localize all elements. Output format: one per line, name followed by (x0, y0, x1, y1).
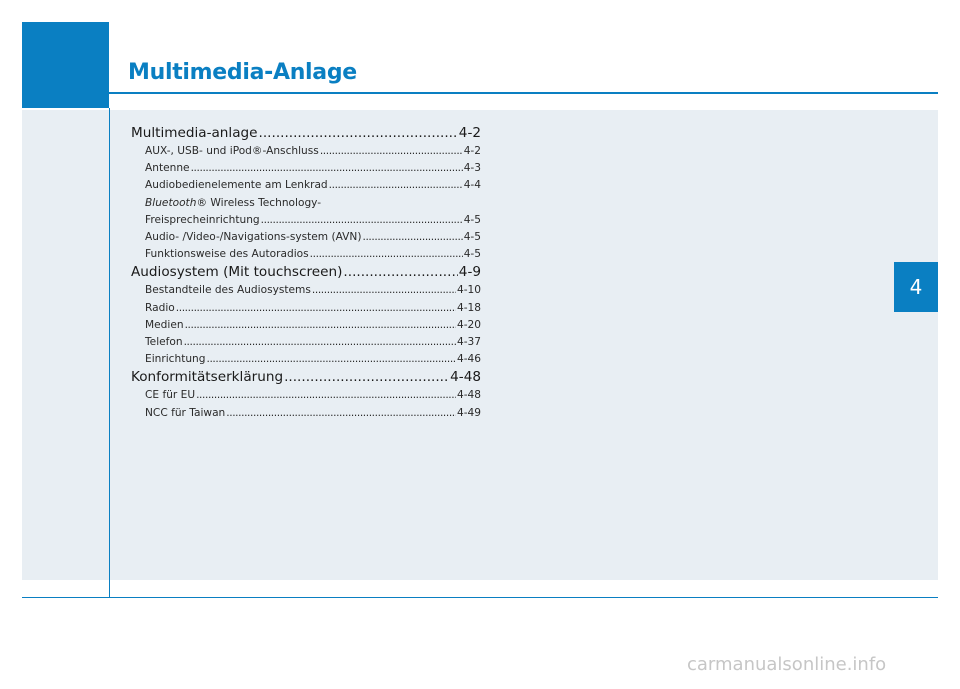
toc-leader (312, 282, 456, 299)
toc-item[interactable] (145, 177, 481, 194)
toc-item-label: Audio- /Video-/Navigations-system (AVN) (145, 231, 362, 244)
toc-item-label: ® Wireless Technology- (196, 196, 322, 209)
chapter-tab[interactable]: 4 (894, 262, 938, 312)
toc-item-label: Audiobedienelemente am Lenkrad (145, 179, 328, 192)
toc-item-bluetooth-line2[interactable] (145, 212, 481, 229)
toc-leader (184, 334, 456, 351)
toc-page-number: 4-37 (456, 336, 481, 349)
toc-item[interactable] (145, 246, 481, 263)
toc-section-label: Audiosystem (Mit touchscreen) (131, 264, 343, 281)
toc-item[interactable] (145, 351, 481, 368)
toc-leader (191, 160, 463, 177)
toc-item[interactable] (145, 229, 481, 246)
toc-page-number: 4-4 (463, 179, 481, 192)
toc-item[interactable] (145, 282, 481, 299)
toc-item-label: Freisprecheinrichtung (145, 213, 260, 226)
toc-page-number: 4-49 (456, 406, 481, 419)
toc-item-label: Einrichtung (145, 353, 206, 366)
toc-leader (343, 263, 457, 282)
toc-section-multimedia[interactable] (131, 124, 481, 143)
toc-item-label: CE für EU (145, 389, 196, 402)
toc-item-label: AUX-, USB- und iPod®-Anschluss (145, 145, 319, 157)
toc-page-number: 4-18 (456, 301, 481, 314)
toc-item[interactable] (145, 405, 481, 422)
toc-item[interactable] (145, 143, 481, 160)
vertical-rule (109, 108, 110, 597)
toc-item-label: Bestandteile des Audiosystems (145, 284, 311, 297)
toc-item[interactable] (145, 317, 481, 334)
page-title: Multimedia-Anlage (128, 60, 357, 85)
bottom-rule (22, 597, 938, 598)
toc-item[interactable] (145, 334, 481, 351)
toc-page-number: 4-5 (463, 231, 481, 244)
toc-item-label: Medien (145, 318, 184, 331)
toc-section-audiosystem[interactable] (131, 263, 481, 282)
toc-section-label: Multimedia-anlage (131, 125, 258, 141)
header-color-block (22, 22, 109, 108)
toc-item-label: Telefon (145, 336, 183, 349)
toc-leader (259, 124, 458, 143)
toc-leader (196, 387, 456, 404)
toc-item-label: Antenne (145, 162, 190, 175)
toc-leader (185, 317, 456, 334)
toc-page-number: 4-2 (463, 145, 481, 157)
toc-page-number: 4-3 (463, 162, 481, 175)
toc-item-bluetooth-line1[interactable] (145, 195, 481, 212)
toc-leader (226, 405, 456, 422)
toc-section-label: Konformitätserklärung (131, 369, 284, 386)
toc-page-number: 4-2 (458, 125, 481, 141)
toc-page-number: 4-48 (450, 369, 481, 386)
toc-page-number: 4-10 (456, 284, 481, 297)
toc-leader (310, 246, 463, 263)
toc-leader (320, 143, 463, 160)
toc-item-label: NCC für Taiwan (145, 406, 226, 419)
watermark-text: carmanualsonline.info (687, 654, 887, 675)
toc-leader (261, 212, 463, 229)
toc-page-number: 4-48 (456, 389, 481, 402)
toc-leader (176, 300, 456, 317)
toc-item-label: Radio (145, 301, 175, 314)
toc-section-konformitaet[interactable] (131, 368, 481, 387)
toc-page-number: 4-46 (456, 353, 481, 366)
toc-item-italic: Bluetooth (145, 196, 197, 209)
table-of-contents (131, 124, 481, 422)
toc-leader (329, 177, 463, 194)
toc-page-number: 4-9 (458, 264, 481, 281)
toc-item[interactable] (145, 300, 481, 317)
toc-page-number: 4-20 (456, 318, 481, 331)
title-underline (109, 92, 938, 94)
toc-item[interactable] (145, 387, 481, 404)
toc-page-number: 4-5 (463, 213, 481, 226)
toc-item[interactable] (145, 160, 481, 177)
toc-leader (207, 351, 456, 368)
toc-page-number: 4-5 (463, 248, 481, 261)
toc-leader (363, 229, 463, 246)
toc-leader (284, 368, 449, 387)
toc-item-label: Funktionsweise des Autoradios (145, 248, 309, 261)
